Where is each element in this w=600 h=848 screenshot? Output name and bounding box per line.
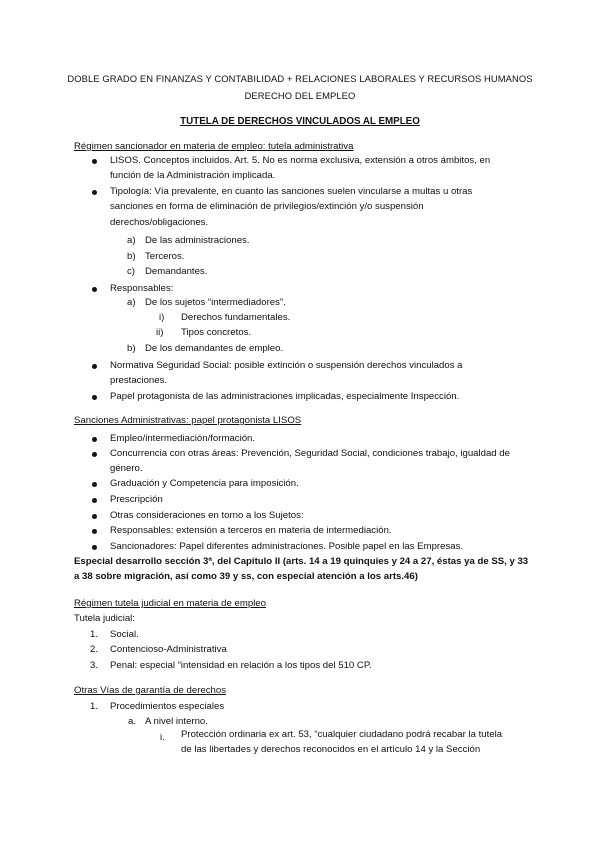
bullet-icon [92,364,97,369]
sub-sub-marker: i. [160,732,165,743]
numbered-item-contencioso: Contencioso-Administrativa [110,644,227,655]
sub-item-terceros: Terceros. [145,251,185,262]
list-item-responsables-terceros: Responsables: extensión a terceros en materia de intermediación. [110,525,392,536]
bullet-icon [92,395,97,400]
header-line-2: DERECHO DEL EMPLEO [244,90,356,101]
bullet-icon [92,190,97,195]
list-item-line: Concurrencia con otras áreas: Prevención, Seguridad Social, condiciones trabajo, igualdad de [110,448,510,459]
bullet-icon [92,452,97,457]
sub-sub-item-tipos: Tipos concretos. [181,327,252,338]
sub-marker: c) [127,266,135,277]
list-item-line: Protección ordinaria ex art. 53, “cualquier ciudadano podrá recabar la tutela [181,729,503,740]
bullet-icon [92,482,97,487]
numbered-marker: 3. [90,660,99,671]
sub-marker: b) [127,343,136,354]
section-heading-tutela-judicial: Régimen tutela judicial en materia de empleo [74,598,266,609]
sub-marker: a) [127,235,136,246]
sub-item-sujetos: De los sujetos “intermediadores”. [145,297,286,308]
list-item-empleo: Empleo/intermediación/formación. [110,433,256,444]
numbered-marker: 1. [90,629,99,640]
numbered-marker: 2. [90,644,99,655]
sub-marker: a) [127,297,136,308]
bullet-icon [92,498,97,503]
list-item-line: sanciones en forma de eliminación de privilegios/extinción y/o suspensión [110,201,424,213]
sub-item-demandantes: Demandantes. [145,266,208,277]
list-item-line: Normativa Seguridad Social: posible extinción o suspensión derechos vinculados a [110,360,463,371]
sub-item-demandantes-empleo: De los demandantes de empleo. [145,343,284,354]
list-item-sujetos: Otras consideraciones en torno a los Sujetos: [110,510,304,521]
list-item-prescripcion: Prescripción [110,494,163,505]
section-heading-sancionador: Régimen sancionador en materia de empleo: tutela administrativa [74,141,354,152]
sub-item-administraciones: De las administraciones. [145,235,250,246]
numbered-item-social: Social. [110,629,139,640]
numbered-marker: 1. [90,701,99,712]
list-item-graduacion: Graduación y Competencia para imposición. [110,478,299,489]
sub-marker: a. [128,716,137,727]
list-item-normativa [110,358,463,389]
document-title: TUTELA DE DERECHOS VINCULADOS AL EMPLEO [180,116,420,127]
list-item-line: derechos/obligaciones. [110,216,209,228]
list-item-sancionadores: Sancionadores: Papel diferentes administraciones. Posible papel en las Empresas. [110,541,464,552]
section-heading-sanciones: Sanciones Administrativas: papel protagonista LISOS [74,415,302,426]
sub-sub-item-proteccion [181,727,502,758]
numbered-item-penal: Penal: especial “intensidad en relación a los tipos del 510 CP. [110,660,372,671]
list-item-concurrencia [110,446,510,477]
sub-marker: b) [127,251,136,262]
tutela-judicial-intro: Tutela judicial: [74,613,135,624]
section-heading-otras-vias: Otras Vías de garantía de derechos [74,685,226,696]
list-item-line: género. [110,463,143,475]
bullet-icon [92,514,97,519]
bold-note-desarrollo: Especial desarrollo sección 3ª, del Capítulo II (arts. 14 a 19 quinquies y 24 a 27, éstas ya de SS, y 33 a 38 sobre migración, así como 39 y ss, con especial atención a los arts.46) [74,556,529,582]
bullet-icon [92,529,97,534]
list-item-tipologia [110,184,472,230]
sub-item-nivel-interno: A nivel interno. [145,716,208,727]
list-item-line: prestaciones. [110,375,168,387]
list-item-line: LISOS. Conceptos incluidos. Art. 5. No es norma exclusiva, extensión a otros ámbitos, en [110,155,491,166]
list-item-lisos [110,153,490,184]
list-item-line: función de la Administración implicada. [110,170,276,182]
list-item-line: de las libertades y derechos reconocidos en el artículo 14 y la Sección [181,744,481,756]
sub-sub-item-derechos: Derechos fundamentales. [181,312,291,323]
list-item-line: Tipología: Vía prevalente, en cuanto las sanciones suelen vincularse a multas u otras [110,186,473,197]
bullet-icon [92,545,97,550]
list-item-responsables: Responsables: [110,283,174,294]
header-line-1: DOBLE GRADO EN FINANZAS Y CONTABILIDAD + RELACIONES LABORALES Y RECURSOS HUMANOS [67,73,533,84]
bullet-icon [92,287,97,292]
sub-sub-marker: ii) [156,327,164,338]
sub-sub-marker: i) [159,312,165,323]
numbered-item-procedimientos: Procedimientos especiales [110,701,225,712]
bullet-icon [92,159,97,164]
list-item-papel: Papel protagonista de las administraciones implicadas, especialmente Inspección. [110,391,460,402]
bullet-icon [92,437,97,442]
